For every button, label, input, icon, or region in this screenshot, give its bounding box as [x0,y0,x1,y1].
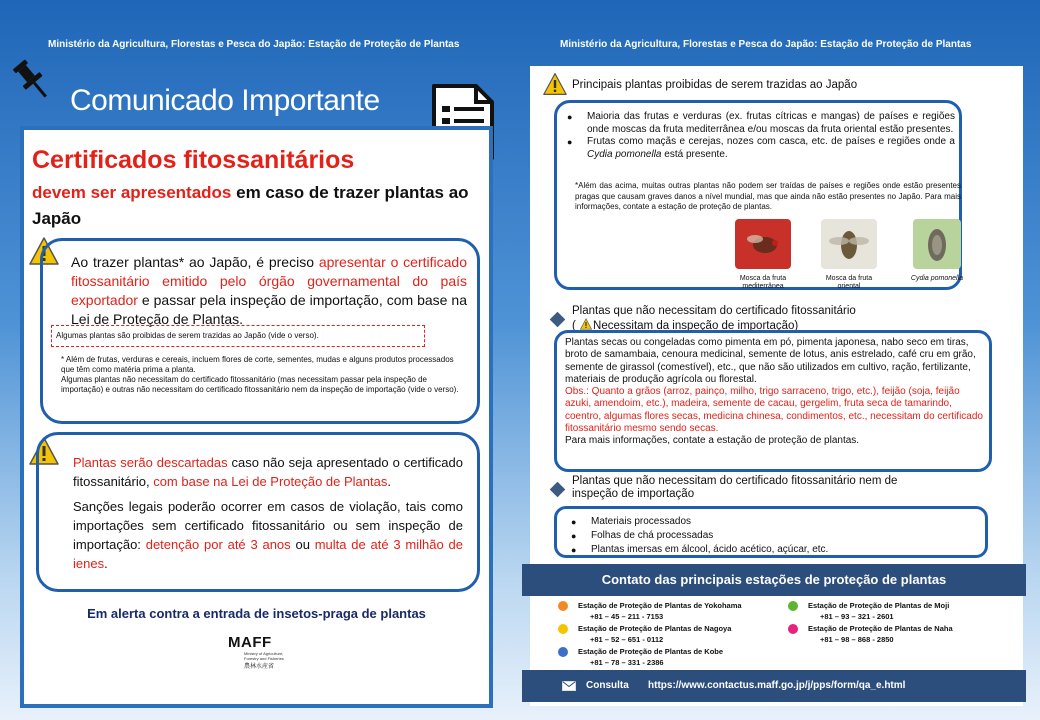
info-box-penalties [36,432,480,592]
prohibited-list [563,111,955,161]
mail-icon [562,681,576,691]
station-phone: +81 – 78 – 331 - 2386 [590,658,664,667]
station-name: Estação de Proteção de Plantas de Kobe [578,647,724,656]
station-name: Estação de Proteção de Plantas de Yokohama [578,601,742,610]
blue-dot-icon [558,647,568,657]
list-item-italic: Cydia pomonella [587,148,662,160]
alert-slogan: Em alerta contra a entrada de insetos-praga de plantas [87,606,426,621]
sanction-text-3: ou [290,537,315,552]
list-item: ● Materiais processados [567,515,967,529]
list-item: ● Maioria das frutas e verduras (ex. frutas cítricas e mangas) de países e regiões onde moscas da fruta mediterrânea e/ou moscas da fruta oriental estão presentes. [563,111,955,136]
contact-title-bar: Contato das principais estações de proteção de plantas [522,564,1026,596]
green-dot-icon [788,601,798,611]
prohibited-note: Algumas plantas são proibidas de serem trazidas ao Japão (vide o verso). [51,325,425,347]
oriental-fly-photo [821,219,877,269]
discard-text-3: com base na Lei de Proteção de Plantas [153,474,388,489]
medfly-photo [735,219,791,269]
cert-subheading [32,180,482,232]
section-diamond-icon [550,312,566,328]
maff-logo [228,634,294,674]
sanction-text-4: multa de até 3 milhão de ienes [73,537,463,571]
consult-bar [522,670,1026,702]
warning-icon [542,72,568,96]
station-yokohama [560,600,790,623]
footnote-1: * Além de frutas, verduras e cereais, incluem flores de corte, sementes, mudas e alguns produtos processados que têm como matéria prima a planta. [61,355,454,374]
station-phone: +81 – 98 – 868 - 2850 [820,635,894,644]
list-item-part: está presente. [661,148,728,160]
cert-subheading-black: em caso de trazer plantas ao Japão [32,183,469,228]
photo-caption: Cydia pomonella [910,275,964,282]
footnotes [61,355,465,395]
footnote-2: Algumas plantas não necessitam do certificado fitossanitário (mas necessitam passar pela inspeção de importação) e outras não necessitam do certificado fitossanitário nem da inspeção de importação (vide o verso). [61,375,459,394]
maff-logo-text: MAFF [228,634,272,651]
discard-text-2: caso não seja apresentado o certificado fitossanitário, [73,455,463,489]
list-item-part: Frutas como maçãs e cerejas, nozes com casca, etc. de países e regiões onde a [587,136,955,147]
sanction-text-1: Sanções legais poderão ocorrer em casos de violação, tais como importações sem certificado fitossanitário ou sem inspeção de importação: [73,499,463,552]
no-cert-box [554,330,992,472]
orange-dot-icon [558,601,568,611]
prohibited-note: *Além das acima, muitas outras plantas não podem ser traídas de países e regiões onde estão presentes pragas que causam graves danos a nível mundial, mas que ainda não estão presentes no Japão. Para mais informações, contate a estação de proteção de plantas. [575,181,961,211]
photo-caption: Mosca da fruta mediterrânea [739,275,787,290]
station-nagoya [560,623,790,646]
section-diamond-icon [550,482,566,498]
stations-col-2 [792,600,1012,646]
station-name: Estação de Proteção de Plantas de Naha [808,624,953,633]
no-cert-text [565,337,985,448]
consult-label: Consulta [586,680,629,691]
info-box-present-certificate [40,238,480,424]
subtitle-text: Necessitam da inspeção de importação) [593,320,799,332]
maff-logo-subtitle: Ministry of Agriculture, Forestry and Fisheries [244,651,284,661]
no-inspection-list [567,515,967,557]
station-phone: +81 – 52 – 651 - 0112 [590,635,664,644]
station-moji [792,600,1012,623]
station-naha [792,623,1012,646]
pushpin-icon [6,54,56,104]
no-cert-description: Plantas secas ou congeladas como pimenta em pó, pimenta japonesa, nabo seco em tiras, broto de samambaia, cenoura medicinal, semente de lotus, anis estrelado, café cru em grão, semente de girassol (comestível), etc., que não são utilizados em cultivo, ração, fertilizante, materiais de produção agrícola ou florestal. [565,337,976,385]
info-text-2: apresentar o certificado fitossanitário emitido pelo órgão governamental do país exportador [71,254,467,308]
prohibited-section-title: Principais plantas proibidas de serem trazidas ao Japão [572,79,858,91]
left-panel [20,126,493,708]
list-item: ● Folhas de chá processadas [567,529,967,543]
yellow-dot-icon [558,624,568,634]
cert-subheading-red: devem ser apresentados [32,183,232,202]
sanction-text-5: . [104,556,108,571]
cert-heading: Certificados fitossanitários [32,146,355,174]
station-kobe [560,646,790,669]
station-phone: +81 – 45 – 211 - 7153 [590,612,664,621]
info-text-1: Ao trazer plantas* ao Japão, é preciso [71,254,319,270]
station-name: Estação de Proteção de Plantas de Nagoya [578,624,732,633]
station-name: Estação de Proteção de Plantas de Moji [808,601,950,610]
maff-logo-jp: 農林水産省 [244,664,275,670]
penalties-text [73,453,463,579]
warning-icon [579,318,593,330]
list-item [563,136,955,161]
codling-moth-photo [913,219,961,269]
info-text-3: e passar pela inspeção de importação, com base na Lei de Proteção de Plantas. [71,292,467,327]
no-cert-no-inspection-subtitle: inspeção de importação [572,488,695,500]
no-cert-section-title: Plantas que não necessitam do certificado fitossanitário [572,305,856,317]
stations-col-1 [560,600,790,669]
photo-caption: Mosca da fruta oriental [825,275,873,290]
prohibited-box [554,100,962,290]
pink-dot-icon [788,624,798,634]
no-cert-observation: Obs.: Quanto a grãos (arroz, painço, milho, trigo sarraceno, trigo, etc.), feijão (soja, feijão azuki, amendoim, etc.), madeira, semente de cacau, gergelim, fruta seca de tamarindo, coentro, algumas flores secas, medicina chinesa, condimentos, etc., necessitam do certificado fitossanitário mesmo sendo secas. [565,386,983,435]
header-right: Ministério da Agricultura, Florestas e Pesca do Japão: Estação de Proteção de Plantas [560,39,972,50]
discard-text: Plantas serão descartadas [73,455,228,470]
no-cert-no-inspection-title: Plantas que não necessitam do certificado fitossanitário nem de [572,475,898,487]
info-box-text [71,253,467,329]
page-title: Comunicado Importante [70,84,380,117]
consult-url-link[interactable]: https://www.contactus.maff.go.jp/j/pps/form/qa_e.html [648,680,906,691]
discard-text-4: . [387,474,391,489]
no-inspection-box [554,506,988,558]
sanction-text-2: detenção por até 3 anos [145,537,291,552]
no-cert-more-info: Para mais informações, contate a estação de proteção de plantas. [565,435,860,447]
paren: ( [572,320,576,332]
station-phone: +81 – 93 – 321 - 2601 [820,612,894,621]
header-left: Ministério da Agricultura, Florestas e Pesca do Japão: Estação de Proteção de Plantas [48,39,460,50]
list-item: ● Plantas imersas em álcool, ácido acético, açúcar, etc. [567,543,967,557]
